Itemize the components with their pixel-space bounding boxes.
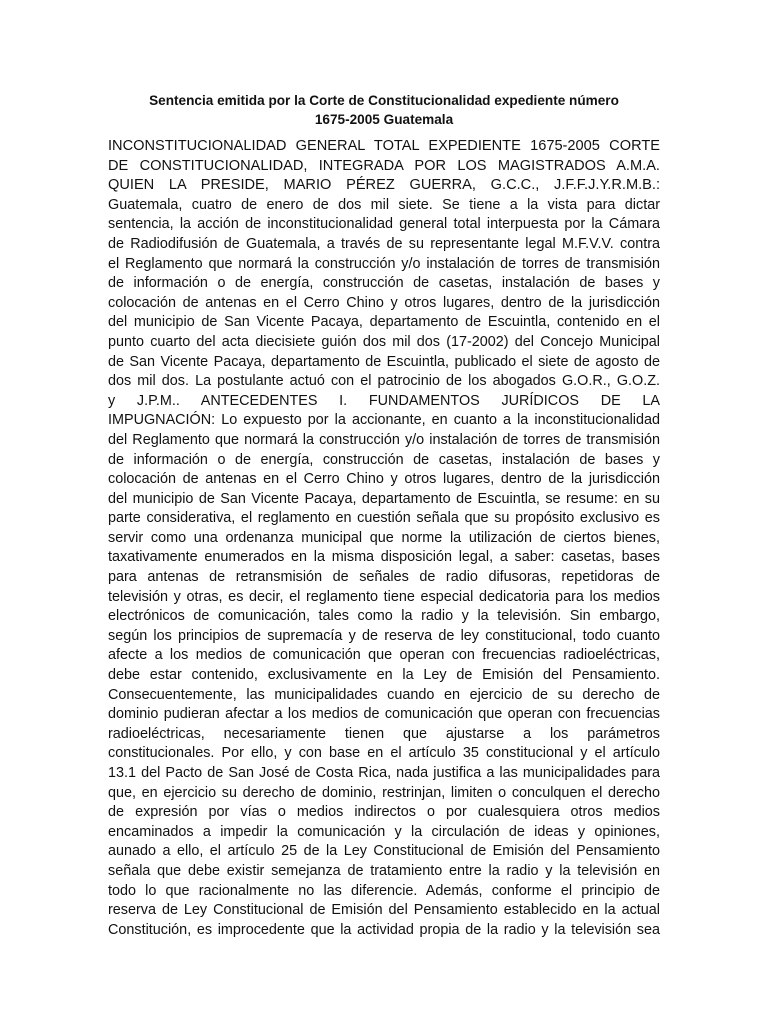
body-line: y J.P.M.. ANTECEDENTES I. FUNDAMENTOS JURÍDICOS DE LA [108,392,660,409]
body-line: DE CONSTITUCIONALIDAD, INTEGRADA POR LOS MAGISTRADOS A.M.A. [108,157,660,174]
body-line: colocación de antenas en el Cerro Chino y otros lugares, dentro de la jurisdicción [108,294,660,311]
body-line: del Reglamento que normará la construcción y/o instalación de torres de transmisión [108,431,660,448]
document-title [108,92,660,129]
body-line: radioeléctricas, necesariamente tienen que ajustarse a los parámetros [108,725,660,742]
body-line: INCONSTITUCIONALIDAD GENERAL TOTAL EXPEDIENTE 1675-2005 CORTE [108,138,660,154]
body-line: electrónicos de comunicación, tales como la radio y la televisión. Sin embargo, [108,608,660,625]
body-line: QUIEN LA PRESIDE, MARIO PÉREZ GUERRA, G.C.C., J.F.F.J.Y.R.M.B.: [108,177,660,194]
body-line: aunado a ello, el artículo 25 de la Ley Constitucional de Emisión del Pensamiento [108,843,660,860]
body-line: televisión y otras, es decir, el reglamento tiene especial dedicatoria para los medios [108,588,660,605]
body-line: de información o de energía, construcción de casetas, instalación de bases y [108,451,660,468]
body-line: parte considerativa, el reglamento en cuestión señala que su propósito exclusivo es [108,510,660,527]
body-line: servir como una ordenanza municipal que norme la utilización de ciertos bienes, [108,529,660,546]
body-line: IMPUGNACIÓN: Lo expuesto por la accionante, en cuanto a la inconstitucionalidad [108,412,660,429]
body-line: debe estar contenido, exclusivamente en la Ley de Emisión del Pensamiento. [108,667,660,684]
body-line: 13.1 del Pacto de San José de Costa Rica, nada justifica a las municipalidades para [108,765,660,781]
body-line: Consecuentemente, las municipalidades cuando en ejercicio de su derecho de [108,686,660,703]
body-line: según los principios de supremacía y de reserva de ley constitucional, todo cuanto [108,627,660,644]
body-line: de información o de energía, construcción de casetas, instalación de bases y [108,275,660,292]
body-line: del municipio de San Vicente Pacaya, departamento de Escuintla, se resume: en su [108,490,660,507]
body-line: dominio pudieran afectar a los medios de comunicación que operan con frecuencias [108,706,660,723]
body-line: para antenas de retransmisión de señales de radio difusoras, repetidoras de [108,569,660,586]
body-line: que, en ejercicio su derecho de dominio, restrinjan, limiten o conculquen el derecho [108,784,660,801]
body-line: señala que debe existir semejanza de tratamiento entre la radio y la televisión en [108,862,660,879]
body-line: sentencia, la acción de inconstitucionalidad general total interpuesta por la Cámara [108,216,660,233]
body-line: todo lo que racionalmente no las diferencie. Además, conforme el principio de [108,882,660,899]
body-line: del municipio de San Vicente Pacaya, departamento de Escuintla, contenido en el [108,314,660,331]
body-line: punto cuarto del acta diecisiete guión dos mil dos (17-2002) del Concejo Municipal [108,333,660,350]
body-line: constitucionales. Por ello, y con base en el artículo 35 constitucional y el artículo [108,745,660,762]
body-line: de expresión por vías o medios indirectos o por cualesquiera otros medios [108,804,660,821]
body-line: taxativamente enumerados en la misma disposición legal, a saber: casetas, bases [108,549,660,566]
body-line: de Radiodifusión de Guatemala, a través de su representante legal M.F.V.V. contra [108,235,660,252]
body-line: reserva de Ley Constitucional de Emisión del Pensamiento establecido en la actual [108,902,660,919]
document-body [108,137,660,940]
body-line: Constitución, es improcedente que la actividad propia de la radio y la televisión sea [108,921,660,938]
body-line: afecte a los medios de comunicación que operan con frecuencias radioeléctricas, [108,647,660,664]
body-line: dos mil dos. La postulante actuó con el patrocinio de los abogados G.O.R., G.O.Z. [108,373,660,390]
body-line: colocación de antenas en el Cerro Chino y otros lugares, dentro de la jurisdicción [108,471,660,488]
title-line-2: 1675-2005 Guatemala [314,111,454,127]
body-line: el Reglamento que normará la construcción y/o instalación de torres de transmisión [108,255,660,272]
body-line: Guatemala, cuatro de enero de dos mil siete. Se tiene a la vista para dictar [108,196,660,213]
title-line-1: Sentencia emitida por la Corte de Constitucionalidad expediente número [149,93,619,108]
body-line: encaminados a impedir la comunicación y la circulación de ideas y opiniones, [108,823,660,840]
body-line: de San Vicente Pacaya, departamento de Escuintla, publicado el siete de agosto de [108,353,660,370]
